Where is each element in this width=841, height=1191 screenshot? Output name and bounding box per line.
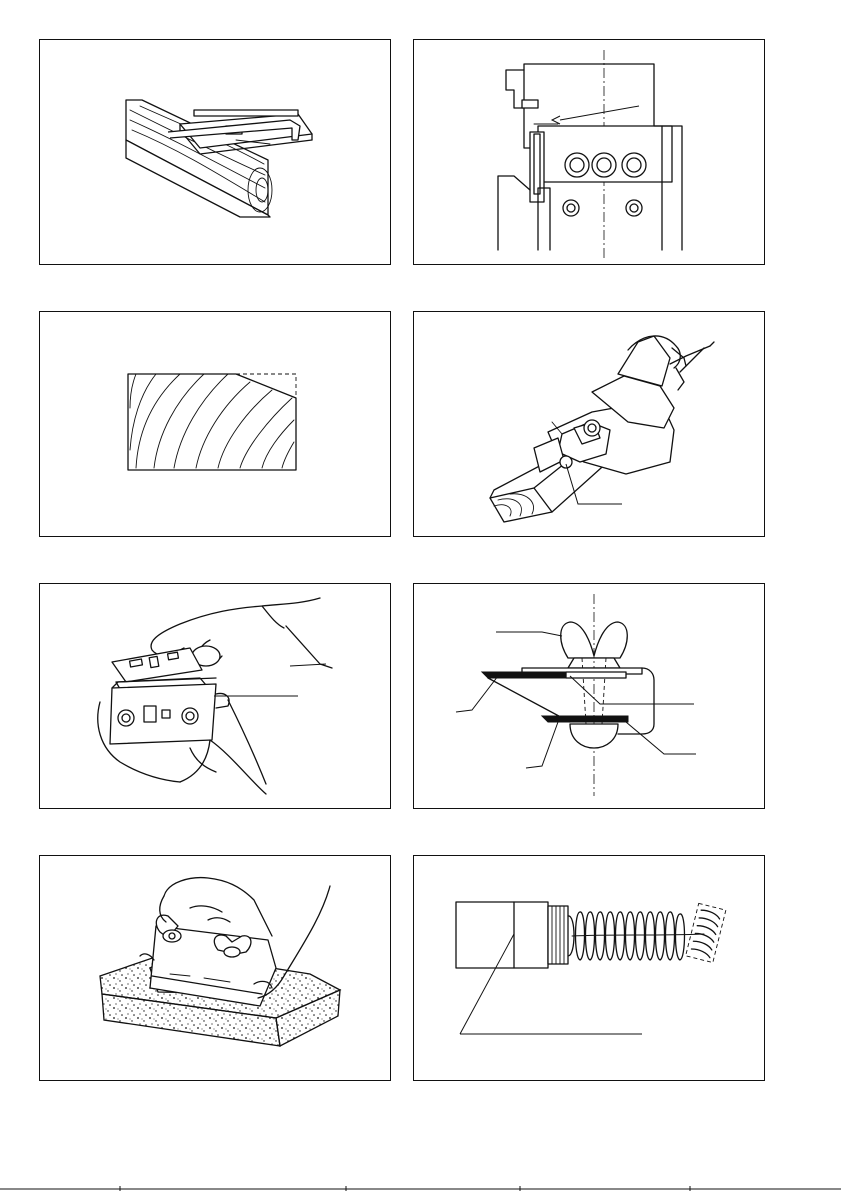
figure-guide-rule <box>39 39 391 265</box>
planer-chamfering-illustration <box>414 312 764 536</box>
figure-sharpening-holder <box>413 583 765 809</box>
figure-carbon-brush <box>413 855 765 1081</box>
sharpening-holder-illustration <box>414 584 764 808</box>
blade-adjustment-illustration <box>414 40 764 264</box>
sharpening-stone-illustration <box>40 856 390 1080</box>
blade-holder-illustration <box>40 584 390 808</box>
page-edge-marks <box>0 1186 841 1191</box>
figure-blade-adjustment <box>413 39 765 265</box>
figure-planer-chamfering <box>413 311 765 537</box>
figure-sharpening-stone <box>39 855 391 1081</box>
figure-blade-holder-hands <box>39 583 391 809</box>
chamfered-board-illustration <box>40 312 390 536</box>
figure-chamfered-board <box>39 311 391 537</box>
carbon-brush-illustration <box>414 856 764 1080</box>
guide-rule-illustration <box>40 40 390 264</box>
